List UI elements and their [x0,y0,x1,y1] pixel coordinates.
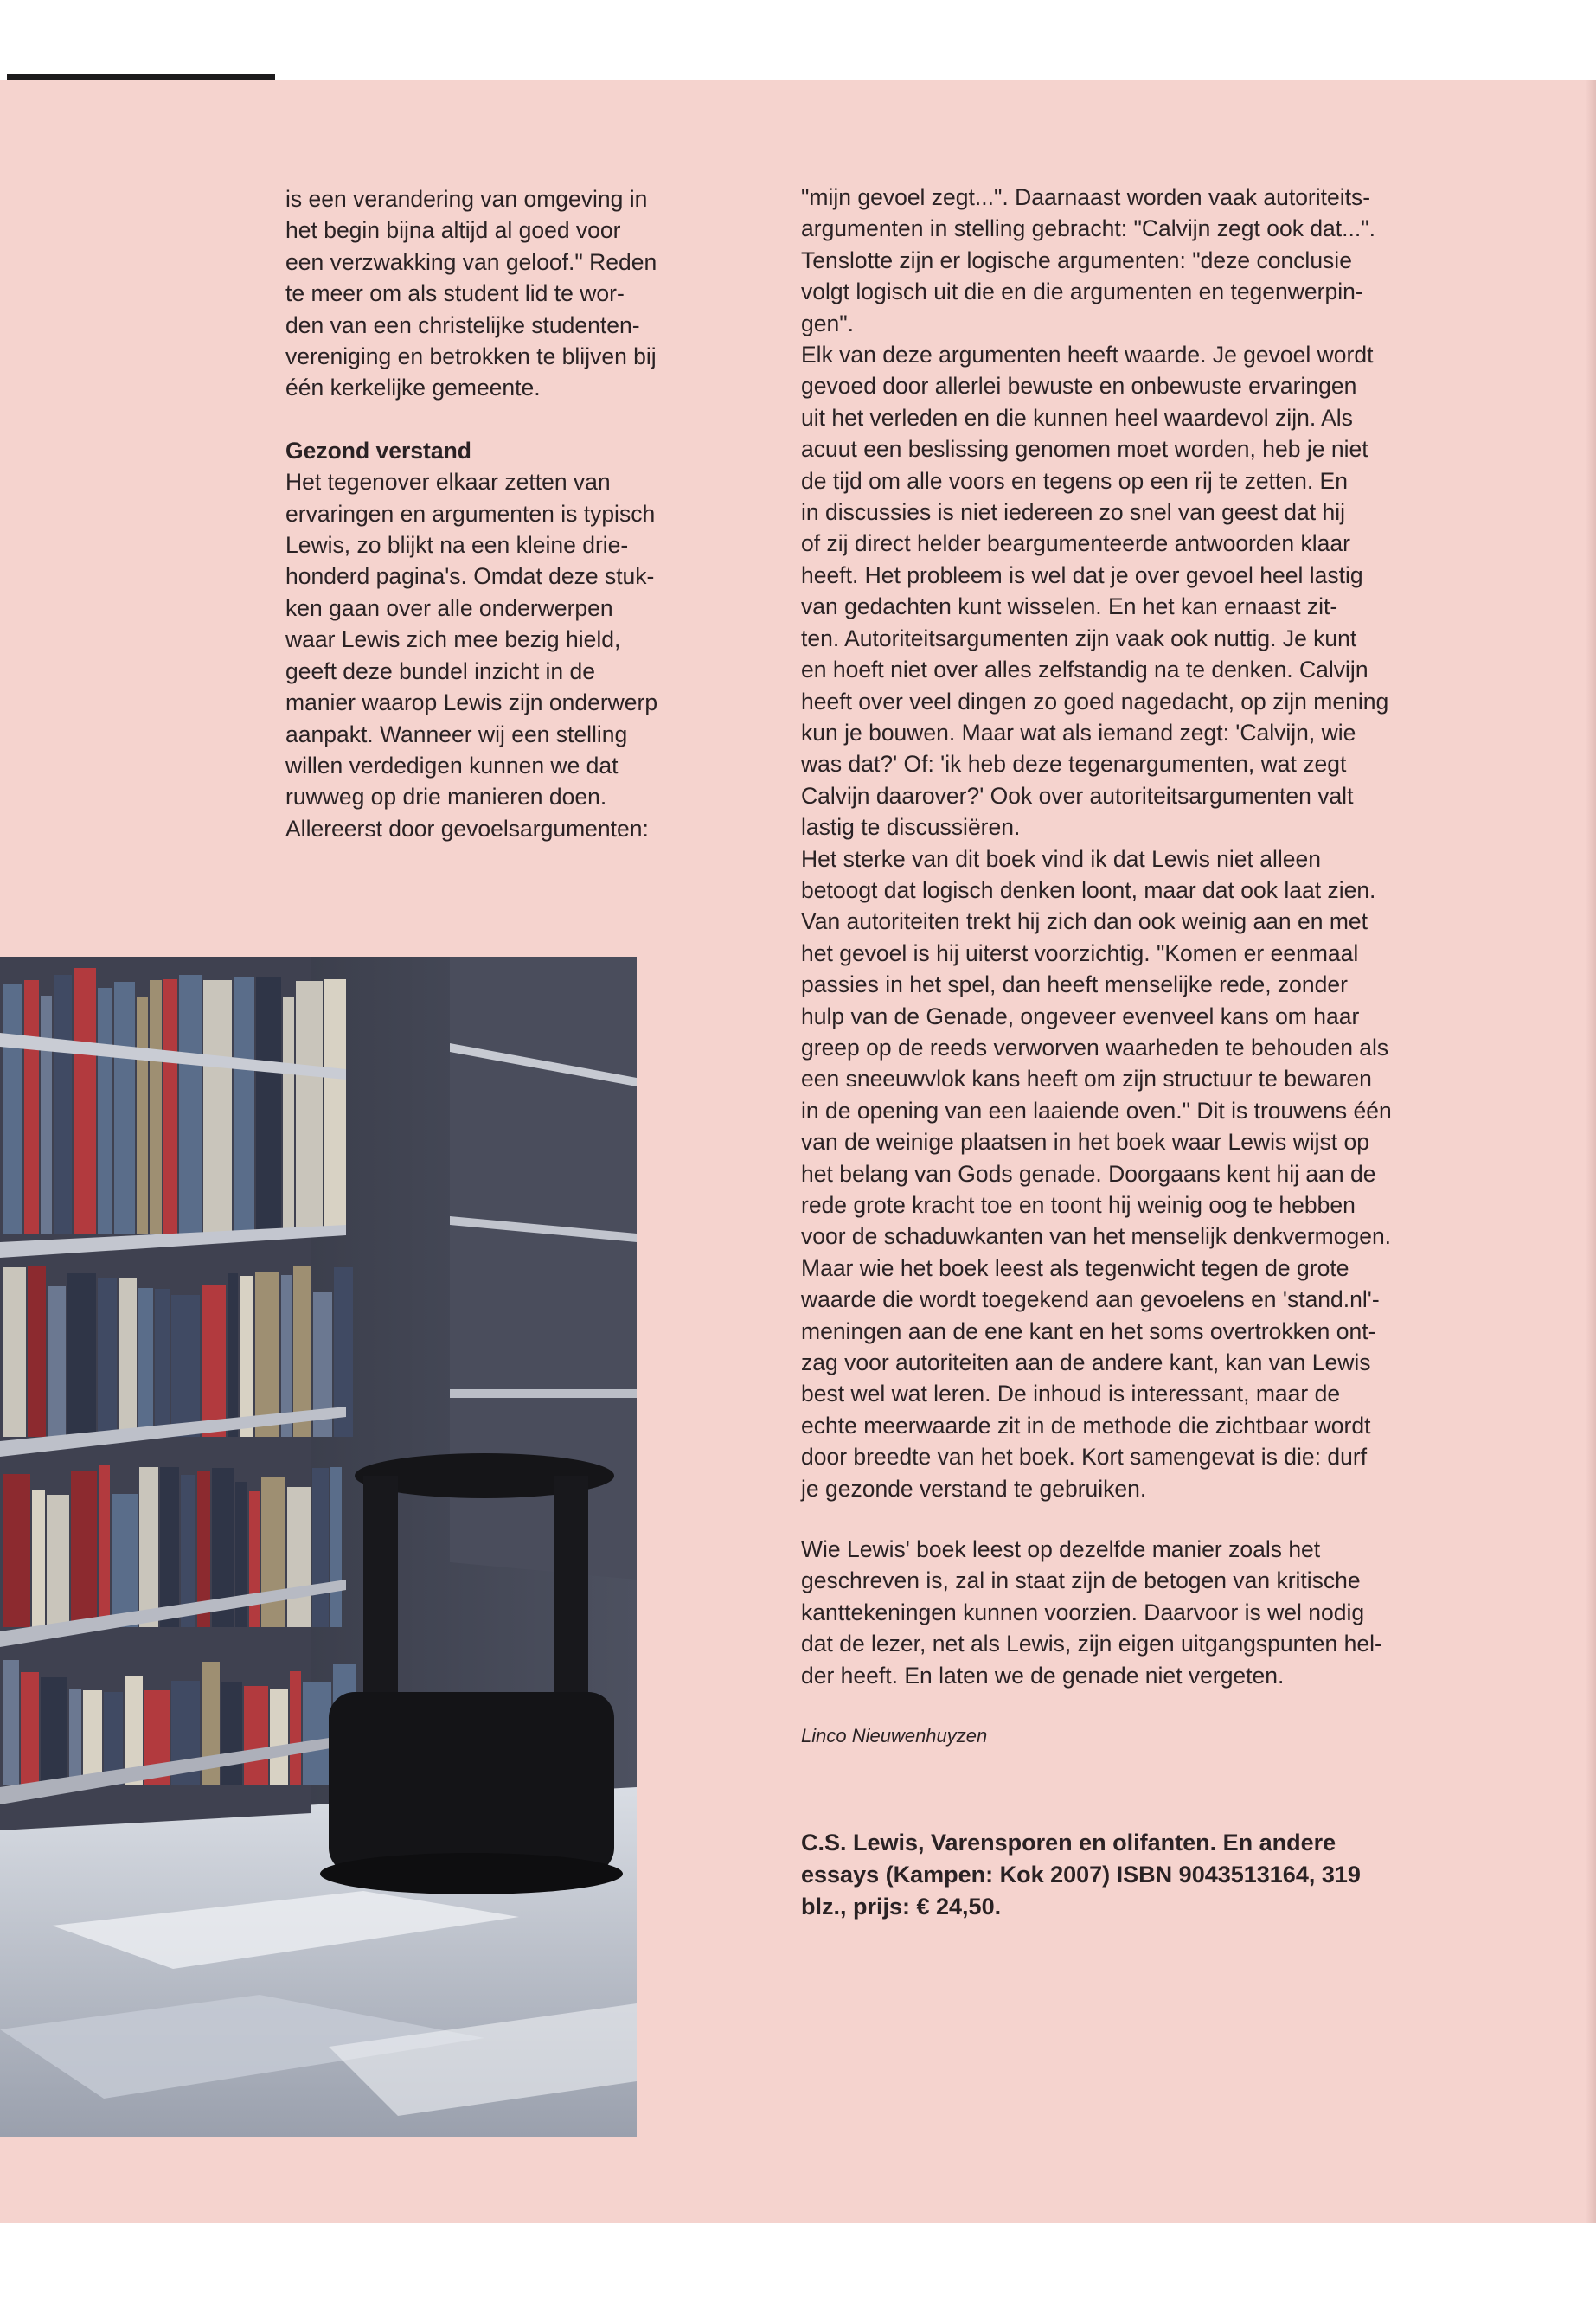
book-spine [150,980,162,1234]
reference-line: essays (Kampen: Kok 2007) ISBN 9043513164, 319 [801,1862,1361,1888]
book-spine [240,1276,253,1437]
text-line: ervaringen en argumenten is typisch [285,500,656,527]
book-spine [114,982,135,1234]
text-line: Wie Lewis' boek leest op dezelfde manier zoals het [801,1536,1321,1563]
reference-line: blz., prijs: € 24,50. [801,1894,1002,1920]
book-spine [48,1286,66,1437]
section-heading: Gezond verstand [285,437,471,464]
book-spine [67,1273,96,1437]
scan-margin-top [0,0,1596,78]
book-spine [330,1467,342,1627]
book-spine [179,975,202,1234]
book-spine [244,1686,268,1785]
book-spine [312,1468,329,1627]
book-spine [171,1295,200,1437]
text-line: dat de lezer, net als Lewis, zijn eigen uitgangspunten hel- [801,1631,1382,1657]
book-spine [234,977,254,1234]
book-spine [324,979,346,1234]
page-edge-shadow [1586,80,1596,2223]
book-spine [98,988,112,1234]
book-spine [47,1495,69,1627]
text-line: vereniging en betrokken te blijven bij [285,343,657,370]
book-spine [296,981,323,1234]
book-spine [3,984,22,1234]
text-line: aanpakt. Wanneer wij een stelling [285,721,628,747]
text-line: Het sterke van dit boek vind ik dat Lewis niet alleen [801,845,1321,872]
text-line: waarde die wordt toegekend aan gevoelens en 'stand.nl'- [801,1286,1380,1313]
book-spine [112,1494,138,1627]
text-line: ruwweg op drie manieren doen. [285,784,607,811]
text-line: argumenten in stelling gebracht: "Calvijn zegt ook dat...". [801,215,1376,242]
text-line: Lewis, zo blijkt na een kleine drie- [285,532,629,559]
text-line: gen". [801,310,854,336]
book-spine [69,1689,81,1785]
text-line: betoogt dat logisch denken loont, maar dat ook laat zien. [801,876,1376,903]
text-line: ten. Autoriteitsargumenten zijn vaak ook nuttig. Je kunt [801,625,1357,651]
text-line: best wel wat leren. De inhoud is interessant, maar de [801,1381,1341,1407]
book-spine [99,1465,110,1627]
book-spine [202,1285,226,1437]
text-line: greep op de reeds verworven waarheden te behouden als [801,1034,1389,1061]
text-line: Maar wie het boek leest als tegenwicht tegen de grote [801,1254,1349,1281]
text-line: Tenslotte zijn er logische argumenten: "deze conclusie [801,247,1352,273]
book-spine [41,1677,67,1785]
text-line: het gevoel is hij uiterst voorzichtig. "Komen er eenmaal [801,939,1359,966]
book-spine [249,1491,260,1627]
closing-paragraph [801,1534,1510,1691]
text-line: je gezonde verstand te gebruiken. [801,1475,1147,1502]
text-line: rede grote kracht toe en toont hij weinig oog te hebben [801,1192,1356,1218]
text-line: in de opening van een laaiende oven." Dit is trouwens één [801,1097,1392,1124]
book-spine [228,1273,238,1437]
text-line: ken gaan over alle onderwerpen [285,594,613,621]
text-line: Van autoriteiten trekt hij zich dan ook weinig aan en met [801,908,1368,935]
text-line: het belang van Gods genade. Doorgaans kent hij aan de [801,1160,1376,1187]
book-spine [138,1288,153,1437]
text-line: of zij direct helder beargumenteerde antwoorden klaar [801,530,1350,557]
text-line: "mijn gevoel zegt...". Daarnaast worden vaak autoriteits- [801,184,1371,210]
book-spine [287,1487,311,1627]
book-reference [801,1827,1493,1923]
book-spine [261,1477,285,1627]
text-line: te meer om als student lid te wor- [285,280,625,307]
text-line: zag voor autoriteiten aan de andere kant, kan van Lewis [801,1349,1371,1376]
text-line: acuut een beslissing genomen moet worden, heb je niet [801,436,1368,463]
text-line: Calvijn daarover?' Ook over autoriteitsargumenten valt [801,782,1354,809]
text-line: voor de schaduwkanten van het menselijk denkvermogen. [801,1223,1392,1250]
book-spine [32,1490,45,1627]
book-spine [155,1289,170,1437]
book-spine [160,1467,179,1627]
book-spine [21,1672,39,1785]
book-spine [98,1278,117,1437]
book-spine [83,1690,102,1785]
book-spine [3,1474,30,1627]
text-line: meningen aan de ene kant en het soms overtrokken ont- [801,1317,1376,1344]
book-spine [71,1471,97,1627]
text-line: was dat?' Of: 'ik heb deze tegenargumenten, wat zegt [801,751,1347,778]
text-line: waar Lewis zich mee bezig hield, [285,626,621,653]
text-line: van de weinige plaatsen in het boek waar Lewis wijst op [801,1129,1370,1156]
text-line: een verzwakking van geloof." Reden [285,248,657,275]
text-line: een sneeuwvlok kans heeft om zijn structuur te bewaren [801,1066,1372,1093]
text-line: en hoeft niet over alles zelfstandig na te denken. Calvijn [801,657,1368,683]
book-spine [163,979,177,1234]
author-name: Linco Nieuwenhuyzen [801,1725,988,1747]
text-line: het begin bijna altijd al goed voor [285,217,621,244]
library-photo [0,957,637,2137]
text-line: door breedte van het boek. Kort samengevat is die: durf [801,1444,1368,1471]
text-line: passies in het spel, dan heeft menselijke rede, zonder [801,971,1348,998]
book-spine [139,1467,158,1627]
text-line: in discussies is niet iedereen zo snel van geest dat hij [801,499,1345,526]
text-line: honderd pagina's. Omdat deze stuk- [285,563,655,590]
text-line: één kerkelijke gemeente. [285,375,541,401]
book-spine [203,980,232,1234]
book-spine [24,980,39,1234]
book-spine [283,997,294,1234]
reference-line: C.S. Lewis, Varensporen en olifanten. En andere [801,1830,1336,1856]
left-column [285,183,753,844]
text-line: echte meerwaarde zit in de methode die zichtbaar wordt [801,1412,1371,1439]
text-line: geeft deze bundel inzicht in de [285,657,596,684]
book-spine [54,975,72,1234]
text-line: is een verandering van omgeving in [285,186,648,212]
book-spine [303,1682,331,1785]
text-line: manier waarop Lewis zijn onderwerp [285,689,658,716]
text-line: kanttekeningen kunnen voorzien. Daarvoor is wel nodig [801,1599,1365,1625]
book-spine [119,1278,137,1437]
right-column [801,182,1510,1753]
text-line: den van een christelijke studenten- [285,311,640,338]
text-line: heeft over veel dingen zo goed nagedacht, op zijn mening [801,688,1389,715]
text-line: heeft. Het probleem is wel dat je over gevoel heel lastig [801,561,1363,588]
text-line: Elk van deze argumenten heeft waarde. Je gevoel wordt [801,342,1374,369]
text-line: hulp van de Genade, ongeveer evenveel kans om haar [801,1003,1360,1029]
book-spine [255,1272,279,1437]
book-spine [3,1267,26,1437]
text-line: uit het verleden en die kunnen heel waardevol zijn. Als [801,404,1353,431]
text-line: lastig te discussiëren. [801,814,1021,841]
article-body [801,182,1510,1504]
book-spine [41,996,52,1234]
text-line: geschreven is, zal in staat zijn de betogen van kritische [801,1567,1361,1594]
text-line: Allereerst door gevoelsargumenten: [285,815,649,842]
text-line: van gedachten kunt wisselen. En het kan ernaast zit- [801,593,1338,620]
text-line: volgt logisch uit die en die argumenten en tegenwerpin- [801,279,1363,305]
text-line: de tijd om alle voors en tegens op een rij te zetten. En [801,467,1348,494]
book-spine [28,1266,46,1437]
book-spine [290,1671,301,1785]
book-spine [256,977,281,1234]
book-spine [270,1689,288,1785]
text-line: der heeft. En laten we de genade niet vergeten. [801,1662,1285,1689]
book-spine [137,997,148,1234]
text-line: kun je bouwen. Maar wat als iemand zegt: 'Calvijn, wie [801,719,1356,746]
book-spine [221,1682,242,1785]
book-spine [74,968,96,1234]
text-line: willen verdedigen kunnen we dat [285,752,619,779]
book-spine [3,1660,19,1785]
scan-margin-bottom [0,2223,1596,2301]
text-line: Het tegenover elkaar zetten van [285,469,611,496]
paragraph-gap [801,1504,1510,1534]
text-line: gevoed door allerlei bewuste en onbewuste ervaringen [801,373,1357,400]
